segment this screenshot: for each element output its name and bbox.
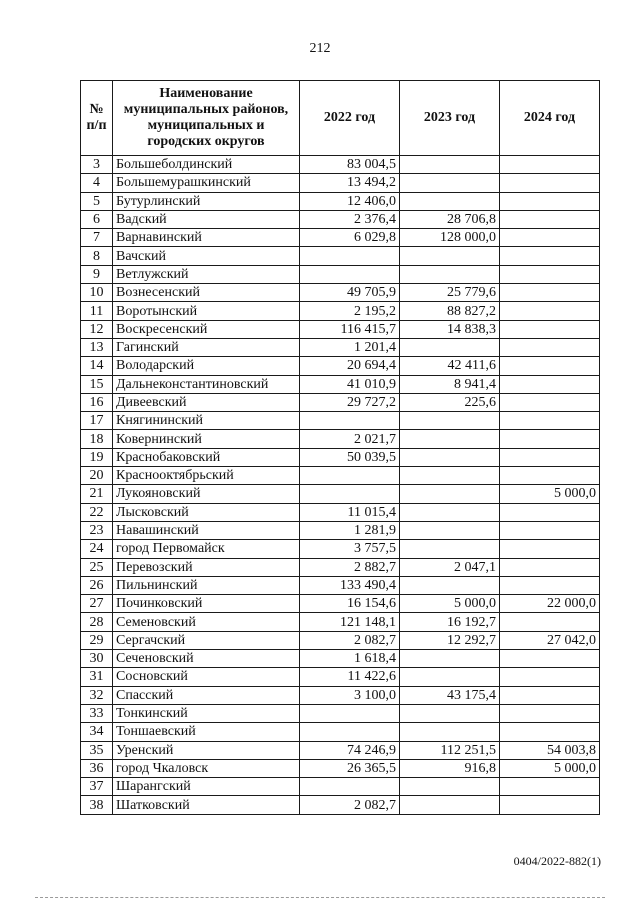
- row-number: 12: [81, 320, 113, 338]
- row-value-2023: [400, 723, 500, 741]
- row-value-2023: 16 192,7: [400, 613, 500, 631]
- row-value-2024: [500, 247, 600, 265]
- header-name: Наименование муниципальных районов, муниципальных и городских округов: [113, 81, 300, 156]
- table-row: [81, 503, 600, 521]
- row-value-2023: 5 000,0: [400, 595, 500, 613]
- row-value-2024: [500, 467, 600, 485]
- row-value-2024: 22 000,0: [500, 595, 600, 613]
- row-name: Варнавинский: [113, 229, 300, 247]
- row-name: Вознесенский: [113, 284, 300, 302]
- row-number: 21: [81, 485, 113, 503]
- row-value-2023: 128 000,0: [400, 229, 500, 247]
- row-value-2024: [500, 704, 600, 722]
- row-number: 29: [81, 631, 113, 649]
- row-name: Навашинский: [113, 521, 300, 539]
- row-number: 37: [81, 778, 113, 796]
- row-number: 36: [81, 759, 113, 777]
- header-2022: 2022 год: [300, 81, 400, 156]
- table-row: [81, 229, 600, 247]
- row-value-2022: 50 039,5: [300, 448, 400, 466]
- row-value-2022: 1 201,4: [300, 338, 400, 356]
- table-row: [81, 357, 600, 375]
- table-row: [81, 302, 600, 320]
- row-value-2022: [300, 723, 400, 741]
- row-value-2023: [400, 265, 500, 283]
- row-value-2023: [400, 430, 500, 448]
- row-value-2022: [300, 247, 400, 265]
- row-number: 23: [81, 521, 113, 539]
- row-value-2022: 121 148,1: [300, 613, 400, 631]
- row-value-2023: [400, 540, 500, 558]
- row-value-2022: 2 082,7: [300, 631, 400, 649]
- row-value-2023: 12 292,7: [400, 631, 500, 649]
- row-name: Володарский: [113, 357, 300, 375]
- row-number: 4: [81, 174, 113, 192]
- table-row: [81, 650, 600, 668]
- row-name: Лысковский: [113, 503, 300, 521]
- row-value-2024: 5 000,0: [500, 759, 600, 777]
- row-number: 24: [81, 540, 113, 558]
- row-name: Сеченовский: [113, 650, 300, 668]
- table-row: [81, 338, 600, 356]
- table-row: [81, 558, 600, 576]
- table-row: [81, 796, 600, 814]
- row-value-2022: 3 100,0: [300, 686, 400, 704]
- row-number: 11: [81, 302, 113, 320]
- row-value-2024: [500, 503, 600, 521]
- row-value-2024: [500, 320, 600, 338]
- row-value-2023: [400, 485, 500, 503]
- row-value-2023: [400, 467, 500, 485]
- table-row: [81, 412, 600, 430]
- row-value-2024: [500, 576, 600, 594]
- row-value-2023: 112 251,5: [400, 741, 500, 759]
- row-name: город Чкаловск: [113, 759, 300, 777]
- row-number: 14: [81, 357, 113, 375]
- table-row: [81, 375, 600, 393]
- table-row: [81, 595, 600, 613]
- row-value-2022: 83 004,5: [300, 156, 400, 174]
- row-value-2022: 26 365,5: [300, 759, 400, 777]
- row-value-2022: 13 494,2: [300, 174, 400, 192]
- row-value-2024: [500, 192, 600, 210]
- row-number: 7: [81, 229, 113, 247]
- row-name: Лукояновский: [113, 485, 300, 503]
- row-name: Сергачский: [113, 631, 300, 649]
- row-value-2023: [400, 778, 500, 796]
- row-value-2022: 29 727,2: [300, 393, 400, 411]
- row-value-2024: [500, 284, 600, 302]
- row-value-2023: [400, 247, 500, 265]
- row-name: Починковский: [113, 595, 300, 613]
- row-value-2022: 11 015,4: [300, 503, 400, 521]
- table-row: [81, 613, 600, 631]
- row-value-2022: 74 246,9: [300, 741, 400, 759]
- row-value-2022: 1 618,4: [300, 650, 400, 668]
- row-number: 32: [81, 686, 113, 704]
- row-number: 18: [81, 430, 113, 448]
- row-number: 5: [81, 192, 113, 210]
- row-name: Дальнеконстантиновский: [113, 375, 300, 393]
- row-number: 31: [81, 668, 113, 686]
- row-name: Шатковский: [113, 796, 300, 814]
- row-value-2022: 2 376,4: [300, 210, 400, 228]
- row-name: Большемурашкинский: [113, 174, 300, 192]
- row-value-2024: [500, 393, 600, 411]
- table-row: [81, 467, 600, 485]
- row-value-2022: [300, 412, 400, 430]
- page-number: 212: [309, 41, 331, 56]
- municipal-funding-table: [80, 80, 600, 815]
- row-value-2023: [400, 156, 500, 174]
- row-number: 15: [81, 375, 113, 393]
- row-number: 3: [81, 156, 113, 174]
- row-value-2023: [400, 174, 500, 192]
- header-2023: 2023 год: [400, 81, 500, 156]
- table-row: [81, 284, 600, 302]
- row-name: Вачский: [113, 247, 300, 265]
- table-row: [81, 210, 600, 228]
- row-value-2024: [500, 174, 600, 192]
- row-value-2024: [500, 613, 600, 631]
- row-name: Воскресенский: [113, 320, 300, 338]
- row-value-2024: [500, 265, 600, 283]
- row-value-2022: 1 281,9: [300, 521, 400, 539]
- row-number: 26: [81, 576, 113, 594]
- row-value-2022: 2 882,7: [300, 558, 400, 576]
- row-number: 34: [81, 723, 113, 741]
- table-row: [81, 686, 600, 704]
- table-row: [81, 320, 600, 338]
- row-value-2024: [500, 412, 600, 430]
- row-value-2024: [500, 210, 600, 228]
- row-name: Уренский: [113, 741, 300, 759]
- row-name: Дивеевский: [113, 393, 300, 411]
- row-value-2024: [500, 723, 600, 741]
- row-value-2024: [500, 302, 600, 320]
- row-number: 38: [81, 796, 113, 814]
- row-name: Краснобаковский: [113, 448, 300, 466]
- row-value-2022: [300, 485, 400, 503]
- bottom-dashed-rule: [35, 897, 605, 898]
- table-row: [81, 741, 600, 759]
- row-value-2024: [500, 156, 600, 174]
- row-value-2024: [500, 540, 600, 558]
- row-value-2024: 54 003,8: [500, 741, 600, 759]
- row-name: Ветлужский: [113, 265, 300, 283]
- row-value-2024: [500, 521, 600, 539]
- row-value-2023: 8 941,4: [400, 375, 500, 393]
- table-row: [81, 704, 600, 722]
- row-value-2023: [400, 704, 500, 722]
- row-number: 22: [81, 503, 113, 521]
- row-name: Бутурлинский: [113, 192, 300, 210]
- row-value-2022: 2 021,7: [300, 430, 400, 448]
- table-row: [81, 485, 600, 503]
- row-number: 6: [81, 210, 113, 228]
- row-value-2023: [400, 576, 500, 594]
- row-value-2023: 14 838,3: [400, 320, 500, 338]
- row-value-2022: 116 415,7: [300, 320, 400, 338]
- row-value-2023: [400, 448, 500, 466]
- row-value-2022: 20 694,4: [300, 357, 400, 375]
- table-row: [81, 631, 600, 649]
- row-name: Гагинский: [113, 338, 300, 356]
- row-number: 17: [81, 412, 113, 430]
- table-row: [81, 247, 600, 265]
- row-name: Тонкинский: [113, 704, 300, 722]
- row-value-2023: 43 175,4: [400, 686, 500, 704]
- table-row: [81, 393, 600, 411]
- row-name: Пильнинский: [113, 576, 300, 594]
- row-name: Спасский: [113, 686, 300, 704]
- table-row: [81, 723, 600, 741]
- row-number: 19: [81, 448, 113, 466]
- row-value-2024: [500, 229, 600, 247]
- table-row: [81, 759, 600, 777]
- row-number: 30: [81, 650, 113, 668]
- row-number: 35: [81, 741, 113, 759]
- row-value-2023: 25 779,6: [400, 284, 500, 302]
- row-number: 16: [81, 393, 113, 411]
- table-row: [81, 430, 600, 448]
- row-name: Краснооктябрьский: [113, 467, 300, 485]
- row-number: 33: [81, 704, 113, 722]
- row-name: Ковернинский: [113, 430, 300, 448]
- row-value-2023: [400, 503, 500, 521]
- row-value-2024: [500, 338, 600, 356]
- row-value-2022: 6 029,8: [300, 229, 400, 247]
- table-row: [81, 521, 600, 539]
- row-value-2022: [300, 704, 400, 722]
- table-row: [81, 174, 600, 192]
- row-name: Тоншаевский: [113, 723, 300, 741]
- row-name: Перевозский: [113, 558, 300, 576]
- row-value-2024: [500, 375, 600, 393]
- row-value-2022: 133 490,4: [300, 576, 400, 594]
- row-value-2023: [400, 192, 500, 210]
- row-value-2022: 12 406,0: [300, 192, 400, 210]
- row-value-2022: 2 082,7: [300, 796, 400, 814]
- row-value-2022: [300, 467, 400, 485]
- row-value-2024: [500, 686, 600, 704]
- table-row: [81, 576, 600, 594]
- table-row: [81, 192, 600, 210]
- row-value-2024: 27 042,0: [500, 631, 600, 649]
- table-row: [81, 778, 600, 796]
- row-name: Воротынский: [113, 302, 300, 320]
- row-value-2024: [500, 668, 600, 686]
- row-value-2023: 42 411,6: [400, 357, 500, 375]
- row-value-2022: 49 705,9: [300, 284, 400, 302]
- row-number: 27: [81, 595, 113, 613]
- row-value-2023: [400, 338, 500, 356]
- row-value-2023: 28 706,8: [400, 210, 500, 228]
- row-number: 10: [81, 284, 113, 302]
- table-row: [81, 448, 600, 466]
- row-value-2023: [400, 668, 500, 686]
- row-value-2024: [500, 558, 600, 576]
- row-value-2023: [400, 650, 500, 668]
- row-number: 25: [81, 558, 113, 576]
- table-row: [81, 156, 600, 174]
- row-value-2022: 2 195,2: [300, 302, 400, 320]
- document-code: 0404/2022-882(1): [513, 854, 601, 868]
- header-row: [81, 81, 600, 156]
- row-value-2022: 16 154,6: [300, 595, 400, 613]
- row-number: 20: [81, 467, 113, 485]
- row-name: Шарангский: [113, 778, 300, 796]
- row-value-2022: 41 010,9: [300, 375, 400, 393]
- row-name: Сосновский: [113, 668, 300, 686]
- row-value-2024: [500, 357, 600, 375]
- row-value-2023: 2 047,1: [400, 558, 500, 576]
- row-number: 8: [81, 247, 113, 265]
- row-name: Вадский: [113, 210, 300, 228]
- table-row: [81, 540, 600, 558]
- row-value-2024: [500, 650, 600, 668]
- row-value-2022: 11 422,6: [300, 668, 400, 686]
- row-name: Княгининский: [113, 412, 300, 430]
- row-value-2023: [400, 796, 500, 814]
- row-value-2023: 225,6: [400, 393, 500, 411]
- row-name: Семеновский: [113, 613, 300, 631]
- header-number: № п/п: [81, 81, 113, 156]
- row-name: город Первомайск: [113, 540, 300, 558]
- row-value-2023: [400, 412, 500, 430]
- row-value-2024: 5 000,0: [500, 485, 600, 503]
- row-number: 9: [81, 265, 113, 283]
- table-row: [81, 265, 600, 283]
- table-header: [81, 81, 600, 156]
- table-body: [81, 156, 600, 815]
- row-value-2022: [300, 265, 400, 283]
- row-number: 28: [81, 613, 113, 631]
- row-value-2023: [400, 521, 500, 539]
- table-row: [81, 668, 600, 686]
- row-value-2022: [300, 778, 400, 796]
- row-value-2022: 3 757,5: [300, 540, 400, 558]
- row-name: Большеболдинский: [113, 156, 300, 174]
- row-value-2024: [500, 778, 600, 796]
- row-value-2023: 88 827,2: [400, 302, 500, 320]
- header-2024: 2024 год: [500, 81, 600, 156]
- row-value-2024: [500, 430, 600, 448]
- row-number: 13: [81, 338, 113, 356]
- row-value-2024: [500, 448, 600, 466]
- row-value-2024: [500, 796, 600, 814]
- row-value-2023: 916,8: [400, 759, 500, 777]
